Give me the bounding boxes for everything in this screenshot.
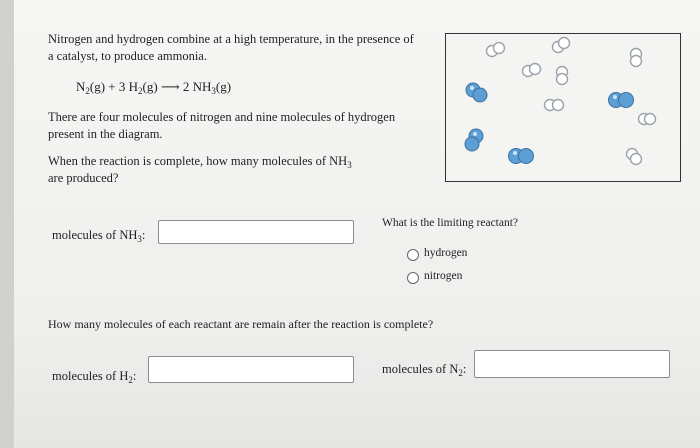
eq-product-sub: 3	[211, 86, 216, 96]
h2-label-colon: :	[132, 369, 137, 383]
eq-arrow: ⟶	[160, 79, 180, 94]
hydrogen-molecule	[520, 62, 544, 78]
nitrogen-molecule	[464, 80, 490, 106]
hydrogen-molecule	[628, 46, 644, 70]
eq-product: 2 NH	[182, 79, 212, 94]
n2-label-text: molecules of N	[382, 362, 459, 376]
intro-line-1: Nitrogen and hydrogen combine at a high temperature, in the presence of	[48, 32, 414, 46]
nh3-label-text: molecules of NH	[52, 228, 138, 242]
h2-molecules-input[interactable]	[148, 356, 354, 383]
nh3-label-colon: :	[141, 228, 146, 242]
limiting-question: What is the limiting reactant?	[382, 217, 519, 229]
question-text: When the reaction is complete, how many molecules of NH	[48, 154, 348, 168]
nh3-label-sub: 3	[137, 234, 142, 244]
n2-label	[382, 360, 466, 379]
hydrogen-molecule	[550, 36, 572, 54]
eq-h2-state: (g)	[142, 79, 158, 94]
nitrogen-molecule	[462, 127, 486, 155]
hydrogen-option-label[interactable]: hydrogen	[424, 247, 468, 259]
nitrogen-option-label[interactable]: nitrogen	[424, 270, 463, 282]
intro-line-2: a catalyst, to produce ammonia.	[48, 49, 207, 63]
n2-molecules-input[interactable]	[474, 350, 670, 378]
eq-n2-sub: 2	[85, 86, 90, 96]
eq-n2-state: (g) + 3 H	[89, 79, 139, 94]
n2-label-sub: 2	[458, 368, 463, 378]
molecule-diagram	[445, 33, 681, 182]
eq-product-state: (g)	[215, 79, 232, 94]
eq-n2: N	[76, 79, 86, 94]
question-line-2: are produced?	[48, 171, 119, 185]
eq-h2-sub: 2	[138, 86, 143, 96]
hydrogen-molecule	[636, 111, 658, 127]
nitrogen-molecule	[606, 90, 638, 110]
count-line-2: present in the diagram.	[48, 127, 163, 141]
nh3-molecules-input[interactable]	[158, 220, 354, 244]
question-sheet	[14, 0, 700, 448]
h2-label-text: molecules of H	[52, 369, 129, 383]
remain-question: How many molecules of each reactant are remain after the reaction is complete?	[48, 317, 434, 331]
hydrogen-molecule	[508, 94, 509, 95]
hydrogen-molecule	[542, 96, 568, 114]
h2-label	[52, 367, 136, 386]
nitrogen-radio[interactable]	[407, 272, 419, 284]
nitrogen-molecule	[506, 146, 538, 166]
reaction-equation	[76, 79, 231, 95]
hydrogen-molecule	[484, 42, 508, 58]
n2-label-colon: :	[462, 362, 467, 376]
question-sub: 3	[347, 160, 352, 170]
h2-label-sub: 2	[128, 375, 133, 385]
hydrogen-molecule	[624, 146, 644, 166]
count-line-1: There are four molecules of nitrogen and nine molecules of hydrogen	[48, 110, 396, 124]
hydrogen-radio[interactable]	[407, 249, 419, 261]
hydrogen-molecule	[554, 64, 570, 88]
nh3-label	[52, 226, 145, 245]
